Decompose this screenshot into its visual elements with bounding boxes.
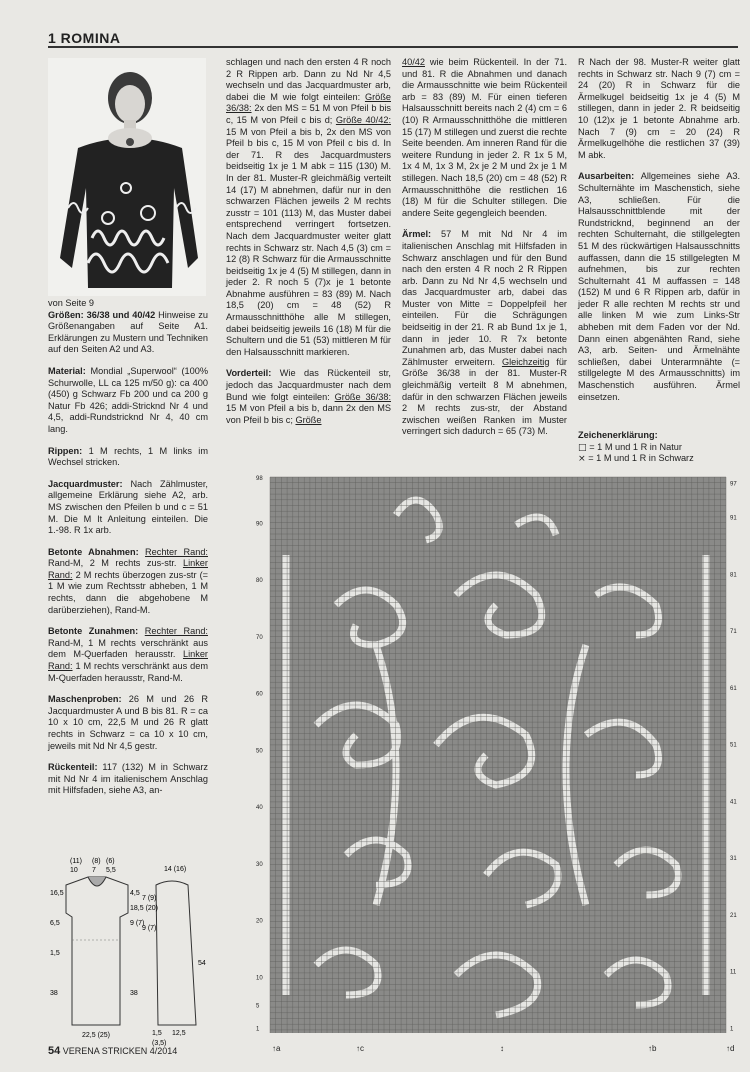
rippen-text: 1 M rechts, 1 M links im Wechsel stricken. <box>48 445 208 468</box>
row-label-right: 91 <box>730 515 737 522</box>
ruecken-label: Rückenteil: <box>48 762 98 773</box>
row-label-right: 97 <box>730 481 737 488</box>
legend-title: Zeichenerklärung: <box>578 430 658 440</box>
double-arrow-icon: ↕ <box>500 1044 504 1053</box>
row-label-right: 41 <box>730 799 737 806</box>
symbol-legend <box>578 430 740 465</box>
schem-lv2-3: 9 (7) <box>130 920 145 927</box>
rippen-label: Rippen: <box>48 445 83 456</box>
column-2 <box>226 57 391 436</box>
maschen-text: 26 M und 26 R Jacquardmuster A und B bis 81. R = ca 10 x 10 cm, 22,5 M und 26 R glatt rechts in Schwarz = ca 10 x 10 cm, jeweils mit Nd Nr 4,5 gestr. <box>48 694 208 751</box>
schem-lv-2: 6,5 <box>50 920 60 927</box>
schem-top-1: (11) <box>70 858 82 865</box>
row-label-right: 61 <box>730 685 737 692</box>
zunahmen-right-label: Rechter Rand: <box>144 626 208 637</box>
arrow-label: ↑c <box>356 1044 364 1053</box>
row-label-right: 51 <box>730 742 737 749</box>
col2-size1: Größe 36/38: <box>226 91 391 114</box>
ruecken-text: 117 (132) M in Schwarz mit Nd Nr 4 im italienischem Anschlag mit Hilfsfaden, siehe A3, an- <box>48 762 208 796</box>
arrow-label: ↑d <box>726 1044 735 1053</box>
schematic-drawing <box>48 855 218 1050</box>
aermel-label: Ärmel: <box>402 229 432 240</box>
schem-rb-1: 1,5 <box>152 1030 162 1037</box>
schem-right-top: 14 (16) <box>164 866 187 873</box>
row-label: 70 <box>256 634 263 641</box>
row-label: 50 <box>256 748 263 755</box>
row-label-right: 31 <box>730 856 737 863</box>
maschen-label: Maschenproben: <box>48 694 122 705</box>
row-label: 80 <box>256 578 263 585</box>
abnahmen-left-label: Linker Rand: <box>48 558 208 580</box>
vorder-text: Wie das Rückenteil str, jedoch das Jacquardmuster nach dem Bund wie folgt einteilen: <box>226 368 391 402</box>
row-label: 10 <box>256 975 263 982</box>
row-label-right: 11 <box>730 969 737 976</box>
vorder-size2: Größe <box>295 414 322 425</box>
schem-lv2-2: 18,5 (20) <box>130 905 159 912</box>
col3-p1: wie beim Rückenteil. In der 71. und 81. R die Abnahmen und danach die Armausschnitte wie beim Rückenteil arb = 83 (89) M. Für einen tieferen Halsausschnitt bereits nach 2 (4) cm = 6 (10) R Armausschnitthöhe die mittleren 15 (17) M stillegen und zuerst die rechte Seite beenden. Am inneren Rand für die weitere Rundung in jeder 2. R 1x 5 M, 1x 4 M, 1x 3 M, 2x je 2 M und 2x je 1 M stillegen. Nach 18,5 (20) cm = 48 (52) R Armausschnitthöhe die restlichen 16 (18) M für die Schulter stillegen. Die andere Seite gegengleich beenden. <box>402 57 567 218</box>
schem-rv-2: 9 (7) <box>142 925 157 932</box>
material-label: Material: <box>48 365 86 376</box>
col3-size: 40/42 <box>402 57 425 67</box>
vorder-size1-text: 15 M von Pfeil a bis b, dann 2x den MS von Pfeil b bis c; <box>226 403 391 425</box>
row-label: 20 <box>256 918 263 925</box>
vorder-label: Vorderteil: <box>226 368 272 379</box>
abnahmen-left-text: 2 M rechts überzogen zus-str (= 1 M wie zum Rechtsstr abheben, 1 M rechts, dann die abgehobene M darüberziehen), Rand-M. <box>48 569 208 615</box>
legend-item-natural <box>578 442 740 454</box>
schem-top-2: (8) <box>92 858 101 865</box>
jacquard-label: Jacquardmuster: <box>48 478 123 489</box>
column-1 <box>48 298 208 807</box>
col2-size1-text: 2x den MS = 51 M von Pfeil b bis c, 15 M von Pfeil c bis d; <box>226 103 391 125</box>
pattern-title: 1 ROMINA <box>48 30 121 46</box>
from-page: von Seite 9 <box>48 298 94 308</box>
col2-p1: schlagen und nach den ersten 4 R noch 2 R Rippen arb. Dann zu Nd Nr 4,5 wechseln und das Jacquardmuster arb, dabei die M wie folgt einteilen: <box>226 57 391 102</box>
empty-square-icon: □ <box>578 441 587 453</box>
arrow-label: ↑b <box>648 1044 657 1053</box>
row-label-right: 81 <box>730 572 737 579</box>
schem-top-3: (6) <box>106 858 115 865</box>
abnahmen-label: Betonte Abnahmen: <box>48 546 139 557</box>
row-label-right: 1 <box>730 1026 734 1033</box>
col4-p1: R Nach der 98. Muster-R weiter glatt rechts in Schwarz str. Nach 9 (7) cm = 24 (20) R in Schwarz für die Ärmelkugel beidseitig 1x je 4 (5) M stillegen, dann in jeder 2. R beidseitig 10 (12)x je 1 betonte Abnahme arb. Nach 7 (9) cm = 20 (24) R Ärmelkugelhöhe die restlichen 37 (39) M abk. <box>578 57 740 160</box>
arrow-label: ↑a <box>272 1044 281 1053</box>
sizes-value: 36/38 und 40/42 <box>86 309 156 320</box>
page-number: 54 <box>48 1045 61 1057</box>
model-photo <box>48 58 206 296</box>
ausarb-text: Allgemeines siehe A3. Schulternähte im Maschenstich, siehe A3, schließen. Für die Halsausschnittblende mit der Rundstricknd, beginnend an der rechten Schulternaht, die stillgelegten 51 M des rückwärtigen Halsausschnitts auffassen, dann die 15 stillgelegten M aufnehmen, bis zur rechten Schulternaht 41 M auffassen = 148 (152) M und 6 R Rippen arb, dafür in jeder R alle rechten M rechts str und alle linken M wie zum Links-Str abheben mit dem Faden vor der Nd. Dann einen abgenähten Rand, siehe A3, arb. Seiten- und Ärmelnähte schließen, dabei Unterarmnähte (= stillgelegte M des Armausschnitts) im Maschenstich ausführen. Ärmel einsetzen. <box>578 171 741 402</box>
schem-rv-1: 7 (9) <box>142 895 157 902</box>
schem-top2-1: 10 <box>70 867 78 874</box>
row-label: 60 <box>256 691 263 698</box>
sizes-text: Hinweise zu Größenangaben auf Seite A1. Erklärungen zu Mustern und Techniken auf den Seiten A2 und A3. <box>48 309 208 355</box>
schem-lv-1: 16,5 <box>50 890 64 897</box>
jacquard-text: Nach Zählmuster, allgemeine Erklärung siehe A2, arb. MS zwischen den Pfeilen b und c = 51 M. Die M It Anleitung einteilen. Die 1.-98. R 1x arb. <box>48 478 208 536</box>
aermel-text: 57 M mit Nd Nr 4 im italienischen Anschlag mit Hilfsfaden in Schwarz anschlagen und für den Bund nach den ersten 4 R noch 2 R Rippen arb. Dann zu Nd Nr 4,5 wechseln und das Jacquardmuster arb, dabei das Muster von Mitte = Doppelpfeil her einteilen. Für die Schrägungen beidseitig in der 21. R ab Bund 1x je 1, dann in jeder 10. R 7x betonte Zunahmen arb, das Muster dabei nach Zählmuster erweitern. <box>402 229 567 367</box>
legend-item-black <box>578 453 740 465</box>
jacquard-chart-grid <box>256 475 744 1055</box>
row-label-right: 71 <box>730 629 737 636</box>
abnahmen-right-text: Rand-M, 2 M rechts zus-str. <box>48 558 177 569</box>
schem-top2-2: 7 <box>92 867 96 874</box>
arrow-labels <box>272 1044 734 1053</box>
material-text: Mondial „Superwool“ (100% Schurwolle, LL ca 125 m/50 g): ca 400 (450) g Schwarz Fb 200 und ca 200 g Natur Fb 426; addi-Stricknd Nr 4 und 4,5, addi-Rundstricknd Nr 4, 40 cm lang. <box>48 365 208 434</box>
section-header <box>48 30 738 48</box>
row-label: 40 <box>256 805 263 812</box>
schem-lv2-1: 4,5 <box>130 890 140 897</box>
aermel-text-2: für Größe 36/38 in der 81. Muster-R gleichmäßig verteilt 8 M abnehmen, dafür in den schwarzen Flächen jeweils 2 M rechts zus-str, der Abstand zwischen weißen Ranken im Muster verringert sich dadurch = 65 (73) M. <box>402 356 567 437</box>
column-3 <box>402 57 567 448</box>
legend-item-natural-text: = 1 M und 1 R in Natur <box>589 441 682 452</box>
zunahmen-left-label: Linker Rand: <box>48 649 208 672</box>
schem-lv2-4: 38 <box>130 990 138 997</box>
schem-lv-4: 38 <box>50 990 58 997</box>
schem-rb-2: 12,5 <box>172 1030 186 1037</box>
schem-top2-3: 5,5 <box>106 867 116 874</box>
grid-lines <box>270 477 726 1033</box>
schem-rb-3: (3,5) <box>152 1040 167 1047</box>
row-label: 90 <box>256 521 263 528</box>
aermel-gleichzeitig: Gleichzeitig <box>501 356 550 367</box>
cross-icon: × <box>578 453 586 465</box>
column-4 <box>578 57 740 413</box>
vorder-size1: Größe 36/38: <box>334 391 391 402</box>
schem-left-bottom: 22,5 (25) <box>82 1032 111 1039</box>
magazine-name: VERENA STRICKEN 4/2014 <box>62 1046 178 1056</box>
row-label: 5 <box>256 1003 260 1010</box>
size-schematics <box>48 855 218 1050</box>
row-label: 30 <box>256 861 263 868</box>
abnahmen-right-label: Rechter Rand: <box>145 546 208 557</box>
zunahmen-right-text: Rand-M, 1 M rechts verschränkt aus dem M-Querfaden herausstr. <box>48 637 208 660</box>
schem-rv-3: 54 <box>198 960 206 967</box>
zunahmen-label: Betonte Zunahmen: <box>48 626 139 637</box>
sweater-photo-illustration <box>48 58 206 296</box>
sizes-label: Größen: <box>48 309 84 320</box>
row-label: 98 <box>256 476 263 482</box>
row-label: 1 <box>256 1026 260 1033</box>
page-footer <box>48 1045 177 1057</box>
col2-size2: Größe 40/42: <box>335 114 391 125</box>
jacquard-chart <box>256 475 744 1055</box>
zunahmen-left-text: 1 M rechts verschränkt aus dem M-Querfaden herausstr, Rand-M. <box>48 661 208 683</box>
row-label-right: 21 <box>730 912 737 919</box>
ausarb-label: Ausarbeiten: <box>578 171 635 182</box>
schem-lv-3: 1,5 <box>50 950 60 957</box>
legend-item-black-text: = 1 M und 1 R in Schwarz <box>588 453 694 464</box>
col2-size2-text: 15 M von Pfeil a bis b, 2x den MS von Pfeil b bis c, 15 M von Pfeil c bis d. In der 71. R des Jacquardmusters beidseitig 1x je 1 M abk = 115 (130) M. In der 81. Muster-R gleichmäßig verteilt 14 (17) M abnehmen, dafür nur in den schwarzen Flächen jeweils 2 M rechts zusstr = 101 (113) M, das Muster dabei entsprechend verringert fortsetzen. Nach dem Jacquardmuster weiter glatt rechts in Schwarz str. Nach 4,5 (3) cm = 12 (8) R Schwarz für die Armausschnitte beidseitig 1x je 4 (5) M stillegen, dann in jeder 2. R noch 5 (7)x je 1 betonte Abnahme ausführen = 83 (89) M. Nach 18,5 (20) cm = 48 (52) R Armausschnitthöhe alle M stillegen, dabei beidseitig jeweils 16 (18) M für die Schultern und die 51 (53) mittleren M für den Halsausschnitt markieren. <box>226 126 391 357</box>
